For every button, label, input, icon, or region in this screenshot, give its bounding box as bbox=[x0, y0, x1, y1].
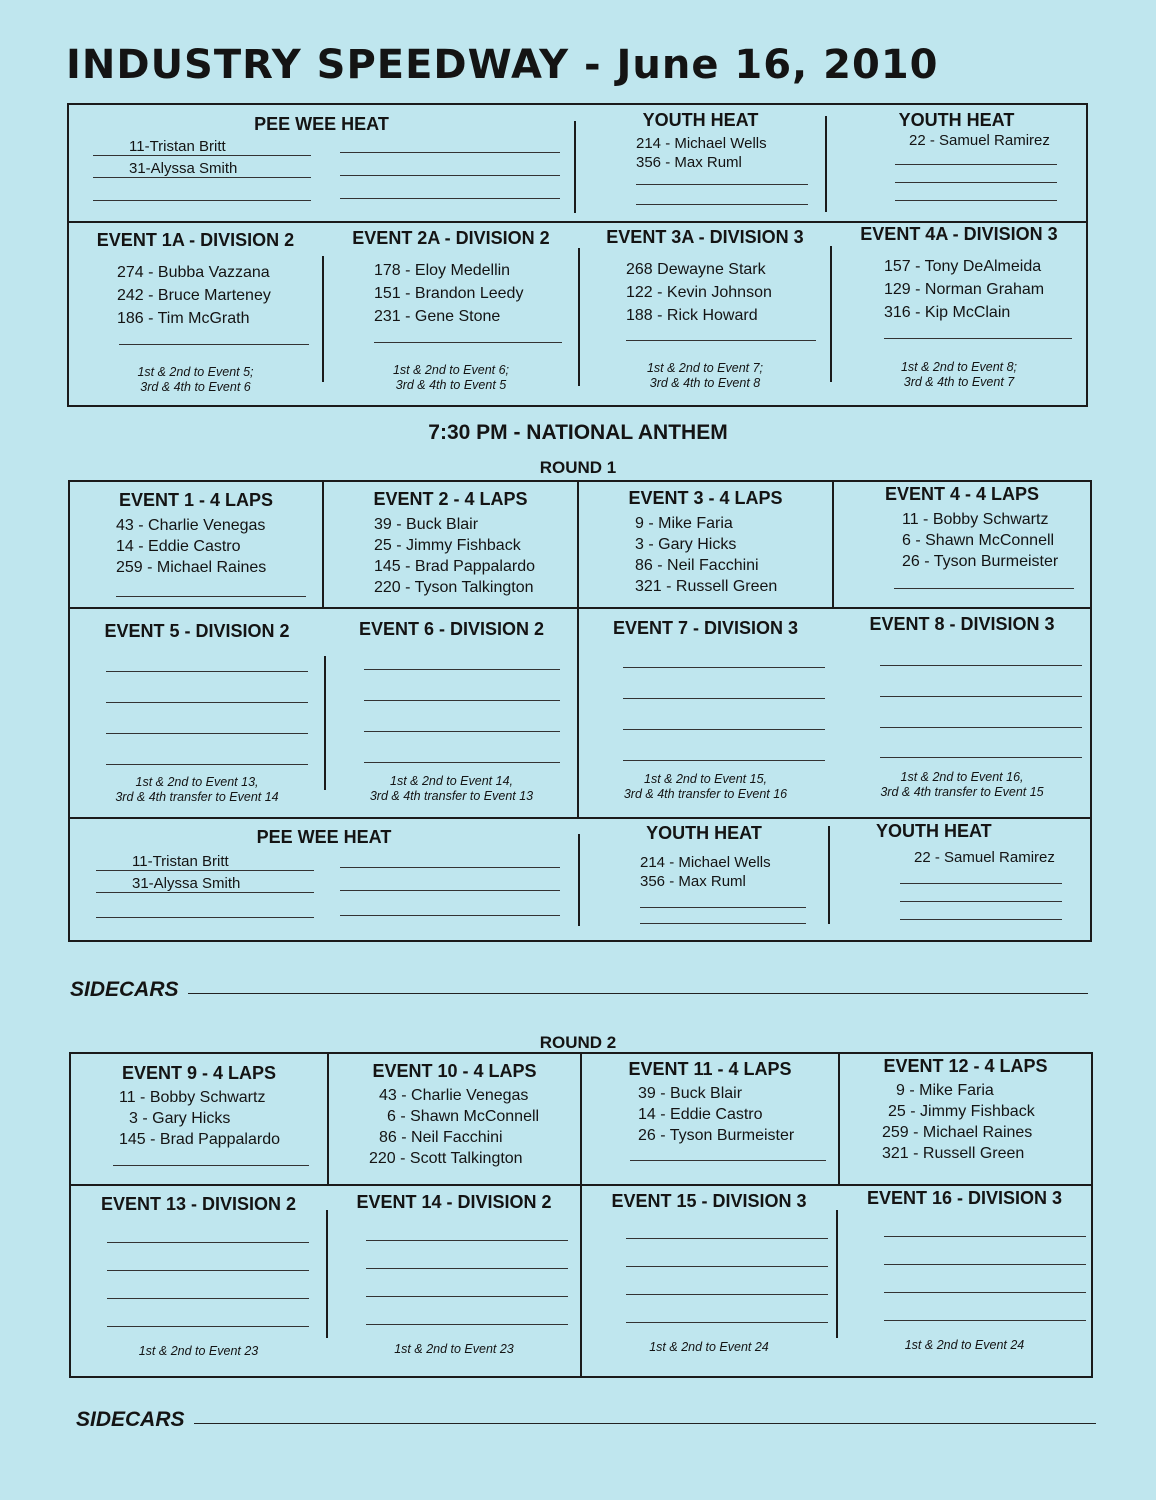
event-1a bbox=[69, 222, 322, 405]
rider-entry: 321 - Russell Green bbox=[882, 1145, 1025, 1162]
rider-entry: 39 - Buck Blair bbox=[638, 1085, 743, 1102]
pee-wee-heat-top bbox=[69, 104, 574, 220]
transfer-note: 1st & 2nd to Event 23 bbox=[394, 1342, 514, 1356]
sidecars-line bbox=[194, 1423, 1096, 1424]
rider-entry: 22 - Samuel Ramirez bbox=[914, 849, 1055, 866]
rider-entry: 31-Alyssa Smith bbox=[129, 160, 238, 177]
rider-entry: 259 - Michael Raines bbox=[882, 1124, 1033, 1141]
event-title: EVENT 16 - DIVISION 3 bbox=[866, 1188, 1063, 1208]
rider-entry: 26 - Tyson Burmeister bbox=[638, 1127, 795, 1144]
rider-entry: 220 - Tyson Talkington bbox=[374, 579, 534, 596]
event-2 bbox=[324, 482, 577, 607]
page-title: INDUSTRY SPEEDWAY - June 16, 2010 bbox=[66, 42, 939, 88]
rider-entry: 316 - Kip McClain bbox=[884, 304, 1011, 321]
rider-entry: 3 - Gary Hicks bbox=[635, 536, 737, 553]
rider-entry: 9 - Mike Faria bbox=[896, 1082, 994, 1099]
event-title: EVENT 13 - DIVISION 2 bbox=[100, 1194, 297, 1214]
rider-entry: 43 - Charlie Venegas bbox=[116, 517, 266, 534]
event-title: EVENT 14 - DIVISION 2 bbox=[356, 1192, 552, 1212]
event-title: EVENT 3A - DIVISION 3 bbox=[606, 227, 804, 247]
transfer-note: 1st & 2nd to Event 16, bbox=[900, 770, 1024, 784]
heat-title: YOUTH HEAT bbox=[646, 823, 762, 843]
rider-entry: 26 - Tyson Burmeister bbox=[902, 553, 1059, 570]
heat-title: YOUTH HEAT bbox=[898, 110, 1015, 130]
event-title: EVENT 4A - DIVISION 3 bbox=[860, 224, 1058, 244]
youth-heat-top-2 bbox=[827, 104, 1086, 220]
transfer-note: 3rd & 4th to Event 7 bbox=[903, 375, 1015, 389]
rider-entry: 268 Dewayne Stark bbox=[626, 261, 766, 278]
rider-entry: 25 - Jimmy Fishback bbox=[888, 1103, 1035, 1120]
rider-entry: 3 - Gary Hicks bbox=[129, 1110, 231, 1127]
rider-entry: 6 - Shawn McConnell bbox=[902, 532, 1055, 549]
event-title: EVENT 1 - 4 LAPS bbox=[118, 490, 274, 510]
heat-title: PEE WEE HEAT bbox=[254, 114, 389, 134]
event-title: EVENT 7 - DIVISION 3 bbox=[612, 618, 799, 638]
rider-entry: 145 - Brad Pappalardo bbox=[119, 1131, 280, 1148]
rider-entry: 43 - Charlie Venegas bbox=[379, 1087, 529, 1104]
rider-entry: 274 - Bubba Vazzana bbox=[117, 264, 270, 281]
event-4a bbox=[832, 222, 1086, 405]
transfer-note: 1st & 2nd to Event 24 bbox=[649, 1340, 769, 1354]
event-title: EVENT 11 - 4 LAPS bbox=[628, 1059, 792, 1079]
event-16 bbox=[838, 1186, 1091, 1376]
rider-entry: 39 - Buck Blair bbox=[374, 516, 479, 533]
rider-entry: 86 - Neil Facchini bbox=[379, 1129, 503, 1146]
event-7 bbox=[579, 609, 832, 817]
event-title: EVENT 4 - 4 LAPS bbox=[884, 484, 1040, 504]
sidecars-line bbox=[188, 993, 1088, 994]
event-title: EVENT 6 - DIVISION 2 bbox=[358, 619, 545, 639]
rider-entry: 220 - Scott Talkington bbox=[369, 1150, 523, 1167]
event-5 bbox=[70, 609, 324, 817]
rider-entry: 86 - Neil Facchini bbox=[635, 557, 759, 574]
rider-entry: 14 - Eddie Castro bbox=[638, 1106, 763, 1123]
transfer-note: 1st & 2nd to Event 24 bbox=[904, 1338, 1025, 1352]
rider-entry: 22 - Samuel Ramirez bbox=[909, 132, 1050, 149]
transfer-note: 1st & 2nd to Event 13, bbox=[135, 775, 259, 789]
pee-wee-heat-round-1 bbox=[70, 819, 578, 940]
event-9 bbox=[71, 1054, 327, 1184]
rider-entry: 214 - Michael Wells bbox=[636, 135, 767, 152]
sidecars-label: SIDECARS bbox=[76, 1408, 185, 1431]
rider-entry: 6 - Shawn McConnell bbox=[387, 1108, 540, 1125]
event-title: EVENT 15 - DIVISION 3 bbox=[611, 1191, 807, 1211]
transfer-note: 1st & 2nd to Event 5; bbox=[137, 365, 254, 379]
rider-entry: 356 - Max Ruml bbox=[640, 873, 746, 890]
transfer-note: 1st & 2nd to Event 8; bbox=[900, 360, 1018, 374]
rider-entry: 321 - Russell Green bbox=[635, 578, 778, 595]
transfer-note: 1st & 2nd to Event 23 bbox=[138, 1344, 259, 1358]
event-title: EVENT 2 - 4 LAPS bbox=[373, 489, 528, 509]
transfer-note: 3rd & 4th transfer to Event 15 bbox=[880, 785, 1044, 799]
rider-entry: 25 - Jimmy Fishback bbox=[374, 537, 521, 554]
event-3 bbox=[579, 482, 832, 607]
transfer-note: 3rd & 4th transfer to Event 14 bbox=[115, 790, 279, 804]
rider-entry: 157 - Tony DeAlmeida bbox=[884, 258, 1042, 275]
transfer-note: 1st & 2nd to Event 6; bbox=[392, 363, 510, 377]
event-title: EVENT 5 - DIVISION 2 bbox=[104, 621, 290, 641]
rider-entry: 11-Tristan Britt bbox=[132, 853, 229, 870]
rider-entry: 31-Alyssa Smith bbox=[132, 875, 241, 892]
rider-entry: 151 - Brandon Leedy bbox=[374, 285, 524, 302]
rider-entry: 129 - Norman Graham bbox=[884, 281, 1045, 298]
event-10 bbox=[329, 1054, 580, 1184]
heat-title: YOUTH HEAT bbox=[876, 821, 992, 841]
round-2-heading: ROUND 2 bbox=[539, 1033, 617, 1052]
transfer-note: 1st & 2nd to Event 7; bbox=[646, 361, 764, 375]
event-4 bbox=[834, 482, 1090, 607]
event-8 bbox=[834, 609, 1090, 817]
rider-entry: 11-Tristan Britt bbox=[129, 138, 226, 155]
event-11 bbox=[582, 1054, 838, 1184]
anthem-heading: 7:30 PM - NATIONAL ANTHEM bbox=[428, 421, 728, 444]
rider-entry: 11 - Bobby Schwartz bbox=[119, 1089, 266, 1106]
heat-title: YOUTH HEAT bbox=[642, 110, 759, 130]
event-3a bbox=[580, 222, 830, 405]
round-1-heading: ROUND 1 bbox=[539, 458, 617, 477]
transfer-note: 1st & 2nd to Event 15, bbox=[644, 772, 767, 786]
event-14 bbox=[328, 1186, 580, 1376]
rider-entry: 231 - Gene Stone bbox=[374, 308, 501, 325]
rider-entry: 145 - Brad Pappalardo bbox=[374, 558, 535, 575]
rider-entry: 122 - Kevin Johnson bbox=[626, 284, 772, 301]
event-6 bbox=[326, 609, 577, 817]
event-title: EVENT 10 - 4 LAPS bbox=[372, 1061, 537, 1081]
event-title: EVENT 9 - 4 LAPS bbox=[121, 1063, 277, 1083]
rider-entry: 242 - Bruce Marteney bbox=[117, 287, 271, 304]
transfer-note: 3rd & 4th to Event 6 bbox=[140, 380, 251, 394]
transfer-note: 3rd & 4th to Event 5 bbox=[395, 378, 507, 392]
rider-entry: 178 - Eloy Medellin bbox=[374, 262, 511, 279]
youth-heat-round-1-b bbox=[830, 819, 1090, 940]
event-1 bbox=[70, 482, 322, 607]
transfer-note: 1st & 2nd to Event 14, bbox=[390, 774, 513, 788]
event-15 bbox=[582, 1186, 836, 1376]
event-title: EVENT 1A - DIVISION 2 bbox=[96, 230, 295, 250]
rider-entry: 259 - Michael Raines bbox=[116, 559, 267, 576]
event-13 bbox=[71, 1186, 326, 1376]
event-12 bbox=[840, 1054, 1091, 1184]
event-title: EVENT 3 - 4 LAPS bbox=[628, 488, 783, 508]
rider-entry: 11 - Bobby Schwartz bbox=[902, 511, 1049, 528]
heat-title: PEE WEE HEAT bbox=[256, 827, 392, 847]
transfer-note: 3rd & 4th transfer to Event 13 bbox=[369, 789, 534, 803]
rider-entry: 356 - Max Ruml bbox=[636, 154, 742, 171]
rider-entry: 14 - Eddie Castro bbox=[116, 538, 241, 555]
rider-entry: 214 - Michael Wells bbox=[640, 854, 771, 871]
event-title: EVENT 2A - DIVISION 2 bbox=[352, 228, 550, 248]
rider-entry: 9 - Mike Faria bbox=[635, 515, 733, 532]
event-title: EVENT 8 - DIVISION 3 bbox=[869, 614, 1055, 634]
rider-entry: 188 - Rick Howard bbox=[626, 307, 758, 324]
event-2a bbox=[324, 222, 578, 405]
transfer-note: 3rd & 4th to Event 8 bbox=[649, 376, 761, 390]
sidecars-label: SIDECARS bbox=[70, 978, 179, 1001]
transfer-note: 3rd & 4th transfer to Event 16 bbox=[623, 787, 788, 801]
youth-heat-round-1-a bbox=[580, 819, 828, 940]
event-title: EVENT 12 - 4 LAPS bbox=[883, 1056, 1048, 1076]
rider-entry: 186 - Tim McGrath bbox=[117, 310, 250, 327]
youth-heat-top-1 bbox=[576, 104, 825, 220]
